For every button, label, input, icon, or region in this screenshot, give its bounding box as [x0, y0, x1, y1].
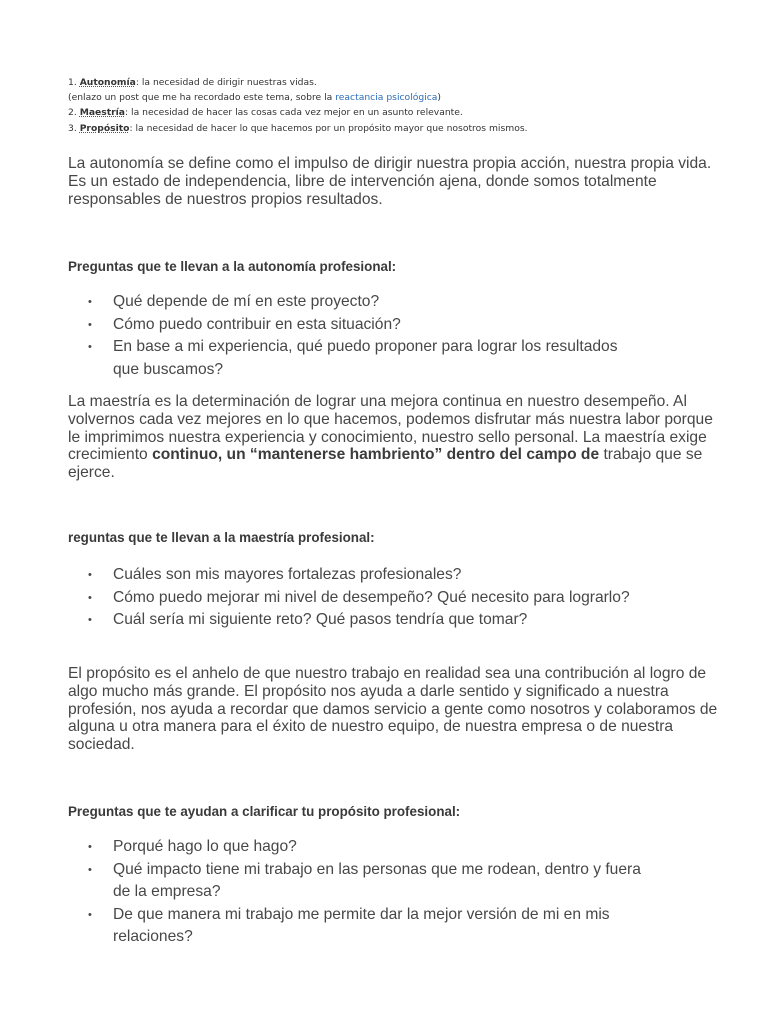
list-item — [68, 836, 718, 859]
autonomy-paragraph: La autonomía se define como el impulso de dirigir nuestra propia acción, nuestra propia vida. Es un estado de independencia, libre de intervención ajena, donde somos totalmente responsables de nuestros propios resultados. — [68, 155, 712, 208]
intro-item-autonomy — [68, 75, 728, 90]
bullet-icon: • — [88, 614, 92, 626]
intro-link-prefix: (enlazo un post que me ha recordado este tema, sobre la — [68, 92, 336, 104]
question-text: De que manera mi trabajo me permite dar la mejor versión de mi en mis relaciones? — [113, 905, 610, 945]
mastery-questions — [68, 564, 718, 632]
bullet-icon: • — [88, 841, 92, 853]
intro-number: 2. — [68, 107, 80, 119]
question-text: Porqué hago lo que hago? — [113, 838, 297, 855]
question-text: Cuáles son mis mayores fortalezas profesionales? — [113, 566, 462, 583]
question-text: Cómo puedo mejorar mi nivel de desempeño? Qué necesito para lograrlo? — [113, 588, 630, 606]
intro-item-purpose — [68, 121, 728, 136]
list-item — [68, 609, 718, 632]
list-item — [68, 904, 718, 949]
intro-text: : la necesidad de hacer las cosas cada vez mejor en un asunto relevante. — [125, 107, 463, 119]
list-item — [68, 587, 718, 610]
intro-list — [68, 75, 728, 136]
mastery-heading: reguntas que te llevan a la maestría profesional: — [68, 530, 375, 545]
intro-link-suffix: ) — [437, 92, 441, 104]
intro-term: Maestría — [79, 107, 126, 119]
mastery-paragraph — [68, 393, 718, 482]
list-item — [68, 314, 718, 337]
intro-number: 1. — [68, 77, 80, 88]
intro-text: : la necesidad de dirigir nuestras vidas. — [135, 77, 317, 88]
intro-link-note — [68, 90, 728, 105]
list-item — [68, 291, 718, 314]
reactancia-link[interactable]: reactancia psicológica — [335, 92, 438, 104]
list-item — [68, 336, 718, 381]
mastery-text: La maestría es la determinación de lograr una mejora continua en nuestro desempeño. Al volvernos cada vez mejores en lo que hacemos, podemos disfrutar más nuestra labor porque le imprimimos nuestra experiencia y conocimiento, nuestro sello personal. La maestría exige crecimiento — [68, 393, 713, 464]
autonomy-heading: Preguntas que te llevan a la autonomía profesional: — [68, 259, 397, 274]
bullet-icon: • — [88, 318, 92, 331]
bullet-icon: • — [88, 341, 92, 353]
question-text: Cuál sería mi siguiente reto? Qué pasos tendría que tomar? — [113, 611, 528, 628]
question-text: Cómo puedo contribuir en esta situación? — [113, 315, 401, 333]
question-text: En base a mi experiencia, qué puedo proponer para lograr los resultados que buscamos? — [113, 338, 618, 378]
bullet-icon: • — [88, 908, 92, 921]
bullet-icon: • — [88, 863, 92, 876]
bullet-icon: • — [88, 296, 92, 308]
purpose-questions — [68, 836, 718, 949]
question-text: Qué depende de mí en este proyecto? — [113, 293, 380, 310]
intro-term: Autonomía — [79, 77, 136, 88]
purpose-paragraph: El propósito es el anhelo de que nuestro trabajo en realidad sea una contribución al logro de algo mucho más grande. El propósito nos ayuda a darle sentido y significado a nuestra profesión, nos ayuda a recordar que damos servicio a gente como nosotros y colaboramos de alguna u otra manera para el éxito de nuestro equipo, de nuestra empresa o de nuestra sociedad. — [68, 665, 718, 754]
purpose-heading: Preguntas que te ayudan a clarificar tu propósito profesional: — [68, 804, 461, 819]
list-item — [68, 859, 718, 904]
bullet-icon: • — [88, 591, 92, 604]
intro-item-mastery — [68, 105, 728, 120]
bullet-icon: • — [88, 569, 92, 581]
intro-text: : la necesidad de hacer lo que hacemos por un propósito mayor que nosotros mismos. — [129, 122, 528, 134]
intro-number: 3. — [68, 122, 80, 134]
list-item — [68, 564, 718, 587]
mastery-emphasis: continuo, un “mantenerse hambriento” dentro del campo de — [152, 446, 600, 464]
autonomy-questions — [68, 291, 718, 381]
mastery-text-end: trabajo que se ejerce. — [68, 446, 703, 482]
question-text: Qué impacto tiene mi trabajo en las personas que me rodean, dentro y fuera de la empresa? — [113, 860, 641, 900]
intro-term: Propósito — [79, 122, 130, 134]
